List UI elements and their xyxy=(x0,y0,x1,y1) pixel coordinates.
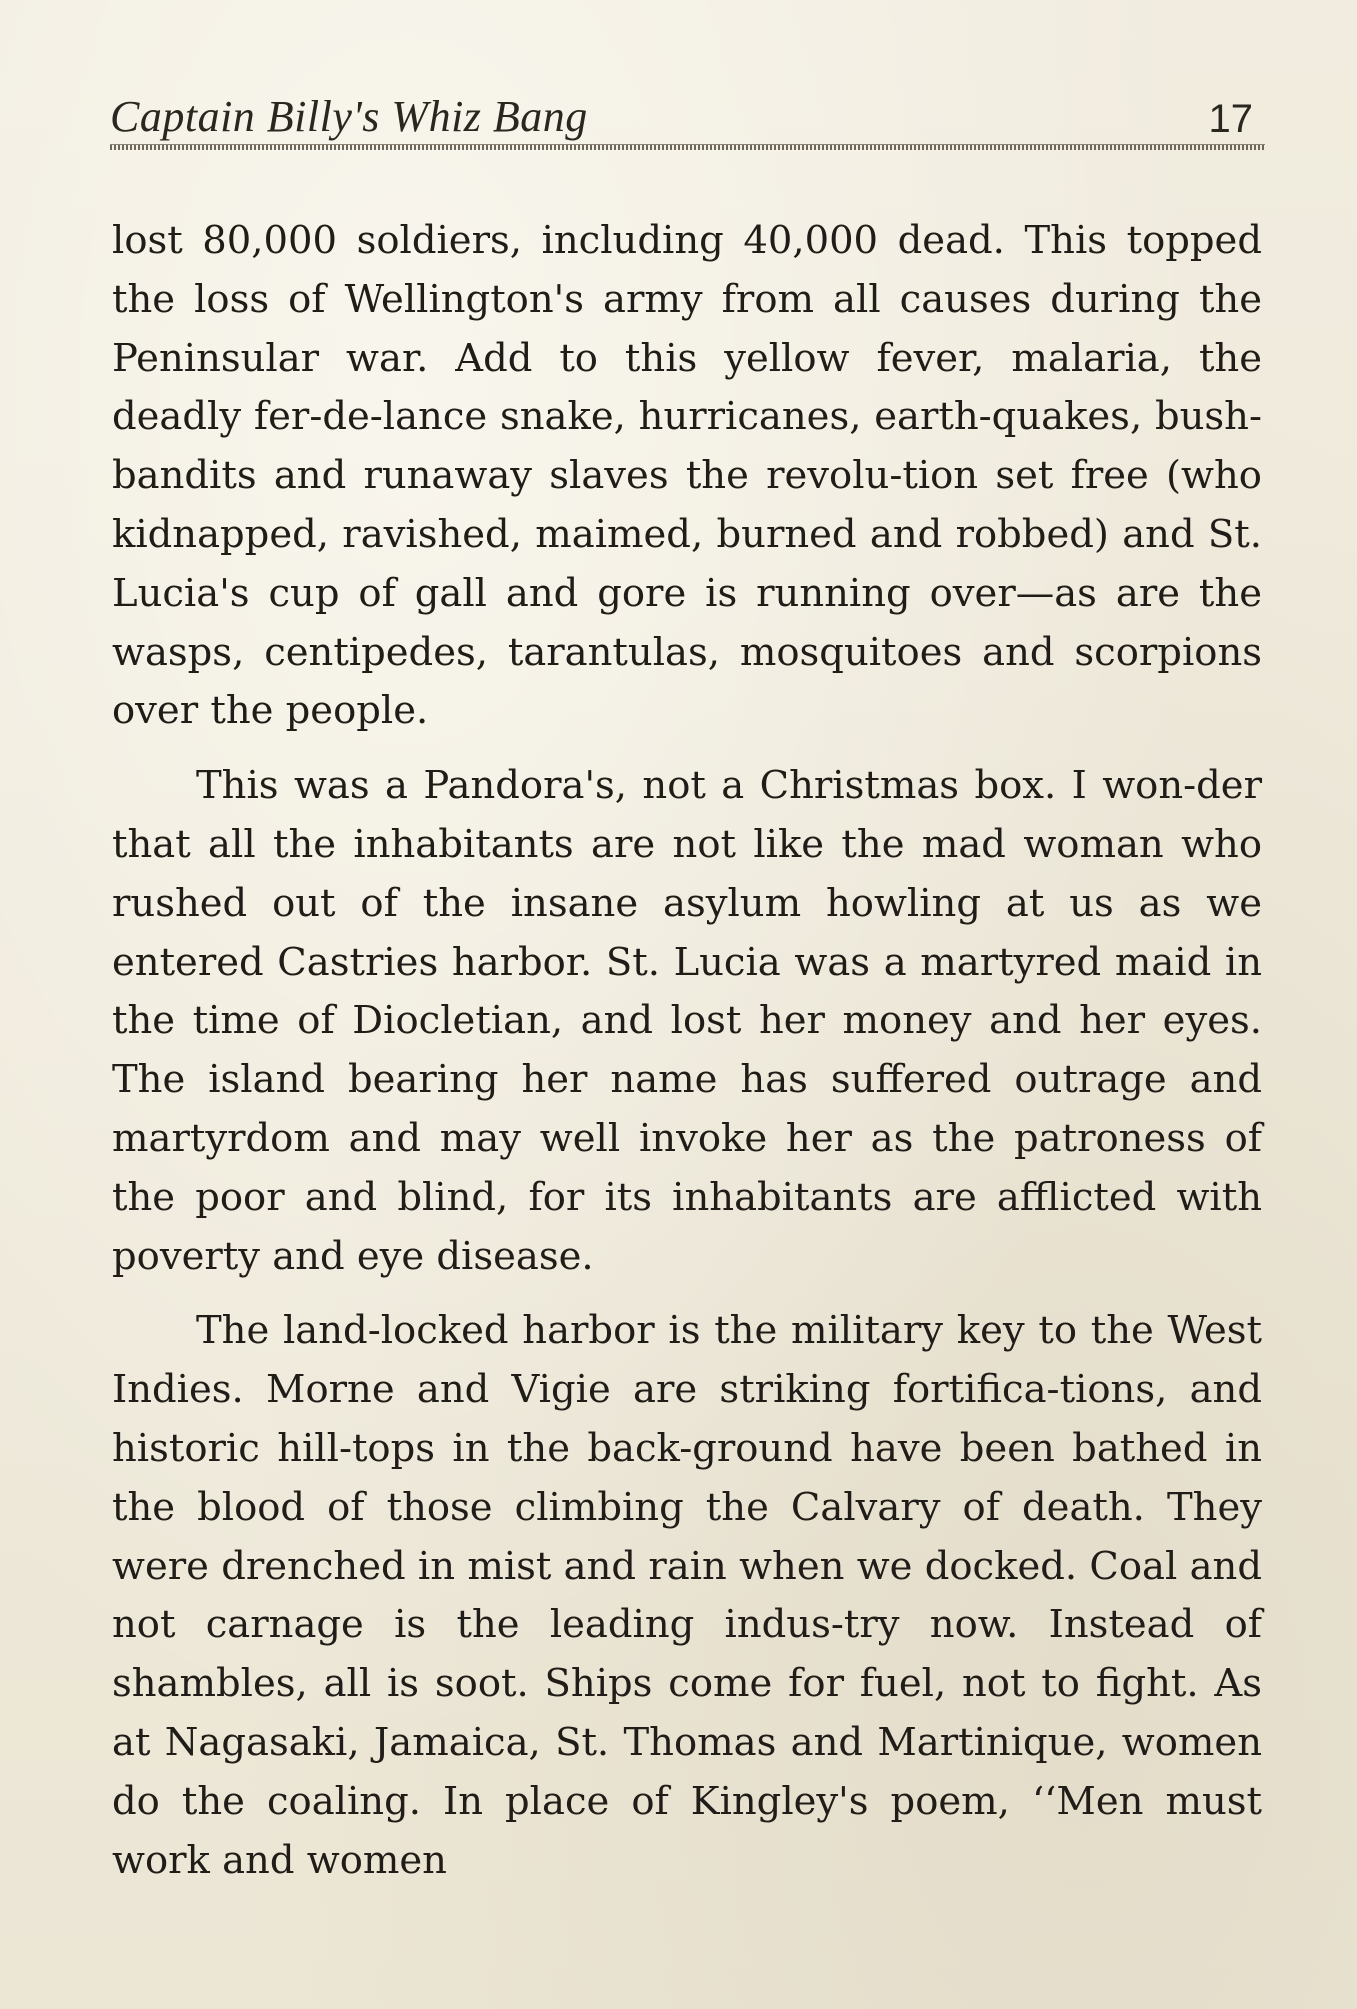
body-text xyxy=(112,212,1262,1890)
paragraph-2: This was a Pandora's, not a Christmas box. I won-der that all the inhabitants are not like the mad woman who rushed out of the insane asylum howling at us as we entered Castries harbor. St. Lucia was a martyred maid in the time of Diocletian, and lost her money and her eyes. The island bearing her name has suffered outrage and martyrdom and may well invoke her as the patroness of the poor and blind, for its inhabitants are afflicted with poverty and eye disease. xyxy=(112,763,1262,1279)
running-title: Captain Billy's Whiz Bang xyxy=(110,92,588,141)
page-number: 17 xyxy=(1208,97,1253,141)
page-header xyxy=(110,88,1265,150)
header-rule xyxy=(110,144,1265,150)
paragraph-1: lost 80,000 soldiers, including 40,000 dead. This topped the loss of Wellington's army from all causes during the Peninsular war. Add to this yellow fever, malaria, the deadly fer-de-lance snake, hurricanes, earth-quakes, bush-bandits and runaway slaves the revolu-tion set free (who kidnapped, ravished, maimed, burned and robbed) and St. Lucia's cup of gall and gore is running over—as are the wasps, centipedes, tarantulas, mosquitoes and scorpions over the people. xyxy=(112,218,1262,734)
paragraph-3: The land-locked harbor is the military key to the West Indies. Morne and Vigie are striking fortifica-tions, and historic hill-tops in the back-ground have been bathed in the blood of those climbing the Calvary of death. They were drenched in mist and rain when we docked. Coal and not carnage is the leading indus-try now. Instead of shambles, all is soot. Ships come for fuel, not to fight. As at Nagasaki, Jamaica, St. Thomas and Martinique, women do the coaling. In place of Kingley's poem, ‘‘Men must work and women xyxy=(112,1308,1262,1883)
